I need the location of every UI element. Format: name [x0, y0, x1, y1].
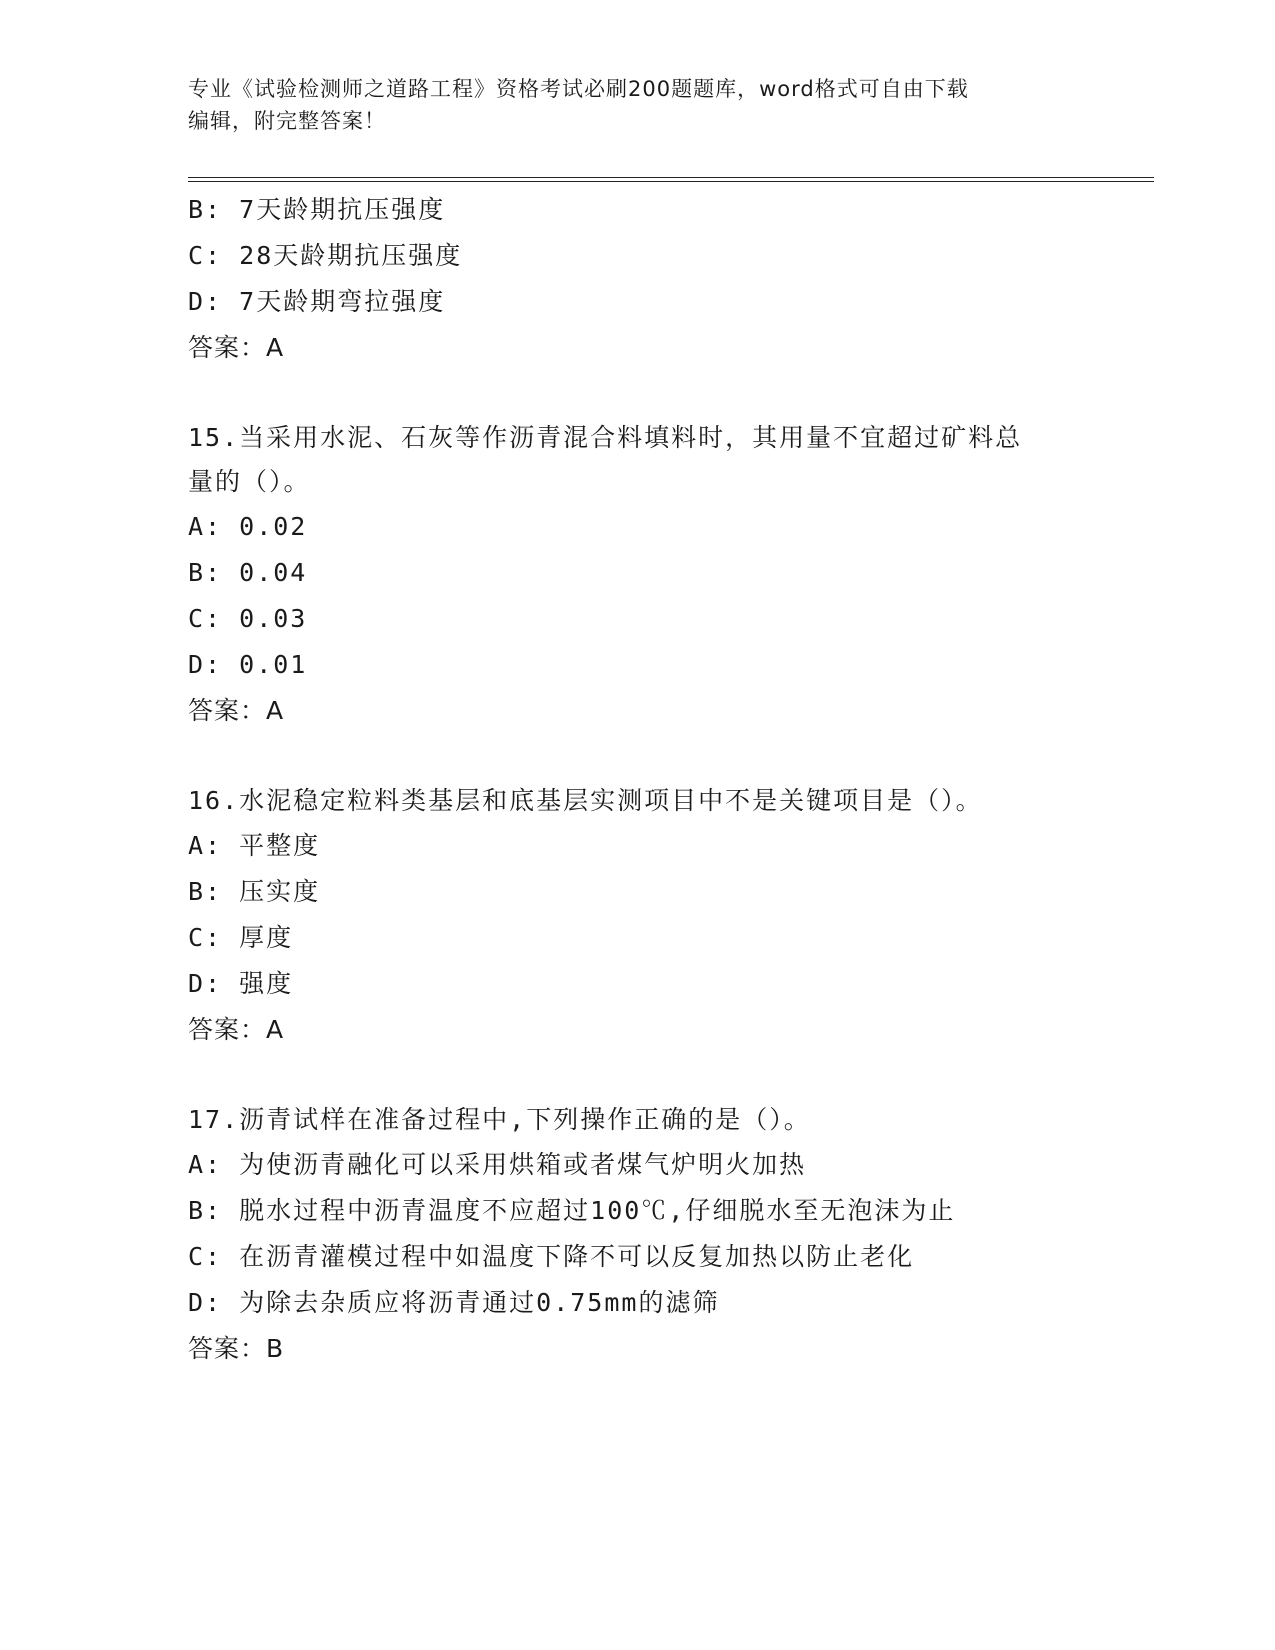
option-c: C: 0.03 [188, 604, 308, 633]
question-15 [188, 416, 1088, 734]
question-stem: 17.沥青试样在准备过程中,下列操作正确的是（）。 [188, 1105, 811, 1134]
question-spacer [188, 1053, 1088, 1098]
question-spacer [188, 734, 1088, 779]
question-stem: 15.当采用水泥、石灰等作沥青混合料填料时，其用量不宜超过矿料总 [188, 423, 1023, 452]
header-line-2: 编辑，附完整答案！ [188, 109, 386, 133]
option-b: B: 脱水过程中沥青温度不应超过100℃,仔细脱水至无泡沫为止 [188, 1196, 956, 1225]
question-stem: 16.水泥稳定粒料类基层和底基层实测项目中不是关键项目是（）。 [188, 786, 983, 815]
question-list [188, 187, 1088, 1372]
answer-line: 答案：A [188, 1015, 285, 1044]
option-d: D: 7天龄期弯拉强度 [188, 287, 446, 316]
option-c: C: 厚度 [188, 923, 294, 952]
option-d: D: 强度 [188, 969, 294, 998]
option-d: D: 0.01 [188, 650, 308, 679]
question-14 [188, 187, 1088, 371]
option-a: A: 0.02 [188, 512, 308, 541]
option-a: A: 平整度 [188, 831, 321, 860]
header-divider [188, 177, 1154, 182]
answer-line: 答案：A [188, 333, 285, 362]
question-spacer [188, 371, 1088, 416]
option-d: D: 为除去杂质应将沥青通过0.75mm的滤筛 [188, 1288, 720, 1317]
option-b: B: 0.04 [188, 558, 308, 587]
header-line-1: 专业《试验检测师之道路工程》资格考试必刷200题题库，word格式可自由下载 [188, 77, 969, 101]
question-stem-continued: 量的（）。 [188, 467, 311, 496]
question-16 [188, 779, 1088, 1053]
question-17 [188, 1098, 1088, 1372]
page-header [188, 73, 1088, 137]
option-c: C: 28天龄期抗压强度 [188, 241, 463, 270]
option-c: C: 在沥青灌模过程中如温度下降不可以反复加热以防止老化 [188, 1242, 915, 1271]
option-b: B: 7天龄期抗压强度 [188, 195, 446, 224]
answer-line: 答案：A [188, 696, 285, 725]
option-a: A: 为使沥青融化可以采用烘箱或者煤气炉明火加热 [188, 1150, 807, 1179]
answer-line: 答案：B [188, 1334, 285, 1363]
option-b: B: 压实度 [188, 877, 321, 906]
